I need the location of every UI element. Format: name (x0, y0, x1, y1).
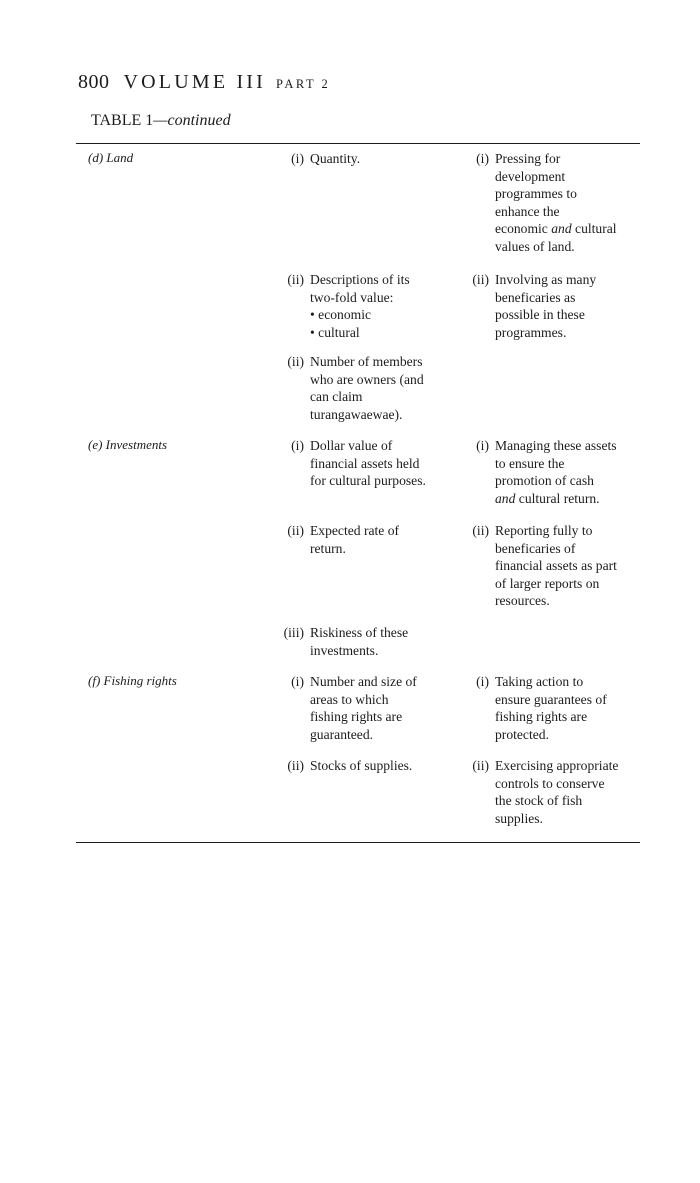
item-text-line: • economic (310, 307, 371, 323)
item-text-line: financial assets held (310, 455, 420, 471)
measure-item (276, 353, 424, 423)
emphasis-text: and (551, 221, 572, 237)
item-text-line: Managing these assets (495, 438, 617, 453)
item-text-line: resources. (495, 593, 550, 609)
volume-label: VOLUME III (123, 71, 267, 93)
measure-item (276, 437, 426, 490)
item-text-line: fishing rights are (495, 709, 588, 725)
item-number: (i) (291, 151, 304, 166)
item-text-line: Pressing for (495, 151, 561, 166)
item-number: (ii) (287, 523, 304, 538)
item-text-line: possible in these (495, 307, 585, 323)
item-text-line: values of land. (495, 238, 575, 254)
measure-item (276, 522, 399, 557)
item-text-line: supplies. (495, 810, 543, 826)
item-text-line: controls to conserve (495, 775, 605, 791)
measure-item (276, 624, 408, 659)
item-text-line: Quantity. (310, 151, 361, 166)
item-text-line: to ensure the (495, 455, 565, 471)
item-text-line: economic and cultural (495, 221, 617, 237)
item-text-line: Number and size of (310, 674, 417, 689)
action-item (461, 271, 596, 341)
item-text-line: ensure guarantees of (495, 691, 607, 707)
measure-item (276, 271, 410, 341)
item-number: (i) (291, 674, 304, 689)
item-text-line: promotion of cash (495, 473, 594, 489)
table-top-rule (76, 143, 640, 144)
item-text-line: protected. (495, 726, 549, 742)
item-number: (ii) (472, 523, 489, 538)
item-number: (i) (476, 151, 489, 166)
item-text-line: for cultural purposes. (310, 473, 426, 489)
item-text-line: investments. (310, 642, 379, 658)
table-label: TABLE 1 (91, 112, 154, 129)
item-text-line: programmes. (495, 324, 567, 340)
category-investments: (e) Investments (88, 437, 168, 452)
item-number: (ii) (287, 758, 304, 773)
item-text-line: Descriptions of its (310, 272, 410, 287)
action-item (461, 437, 617, 507)
table-continued: —continued (153, 112, 231, 129)
item-number: (i) (291, 438, 304, 453)
item-text-line: enhance the (495, 203, 560, 219)
item-text-line: Involving as many (495, 272, 597, 287)
item-text-line: areas to which (310, 691, 389, 707)
item-text-line: Dollar value of (310, 438, 393, 453)
item-text-line: financial assets as part (495, 558, 617, 574)
action-item (461, 757, 618, 827)
action-item (461, 673, 607, 743)
item-text-line: beneficaries as (495, 289, 576, 305)
item-text-line: Number of members (310, 354, 423, 369)
item-text-line: can claim (310, 389, 363, 405)
item-text-line: Reporting fully to (495, 523, 593, 538)
item-number: (ii) (287, 354, 304, 369)
category-fishing-rights: (f) Fishing rights (88, 673, 177, 688)
item-text-line: Taking action to (495, 674, 584, 689)
item-text-line: beneficaries of (495, 540, 576, 556)
item-text-line: development (495, 168, 566, 184)
measure-item (276, 150, 360, 168)
item-number: (i) (476, 674, 489, 689)
item-text-line: and cultural return. (495, 490, 600, 506)
item-text-line: Expected rate of (310, 523, 400, 538)
item-text-line: • cultural (310, 324, 360, 340)
page-number: 800 (78, 71, 110, 93)
item-number: (i) (476, 438, 489, 453)
measure-item (276, 673, 417, 743)
item-text-line: Stocks of supplies. (310, 758, 413, 773)
action-item (461, 522, 617, 610)
item-text-line: return. (310, 540, 346, 556)
item-text-line: guaranteed. (310, 726, 374, 742)
item-text-line: of larger reports on (495, 575, 600, 591)
item-number: (iii) (283, 625, 304, 640)
item-text-line: fishing rights are (310, 709, 403, 725)
item-number: (ii) (472, 272, 489, 287)
table-title (91, 112, 231, 130)
part-label: PART 2 (276, 77, 331, 91)
item-text-line: Exercising appropriate (495, 758, 619, 773)
running-header (78, 71, 330, 94)
item-text-line: the stock of fish (495, 793, 583, 809)
item-text-line: programmes to (495, 186, 577, 202)
item-text-line: who are owners (and (310, 371, 424, 387)
item-text-line: turangawaewae). (310, 406, 403, 422)
table-bottom-rule (76, 842, 640, 843)
item-number: (ii) (287, 272, 304, 287)
item-text-line: Riskiness of these (310, 625, 409, 640)
emphasis-text: and (495, 490, 516, 506)
action-item (461, 150, 617, 256)
item-text-line: two-fold value: (310, 289, 394, 305)
measure-item (276, 757, 412, 775)
item-number: (ii) (472, 758, 489, 773)
category-land: (d) Land (88, 150, 134, 165)
